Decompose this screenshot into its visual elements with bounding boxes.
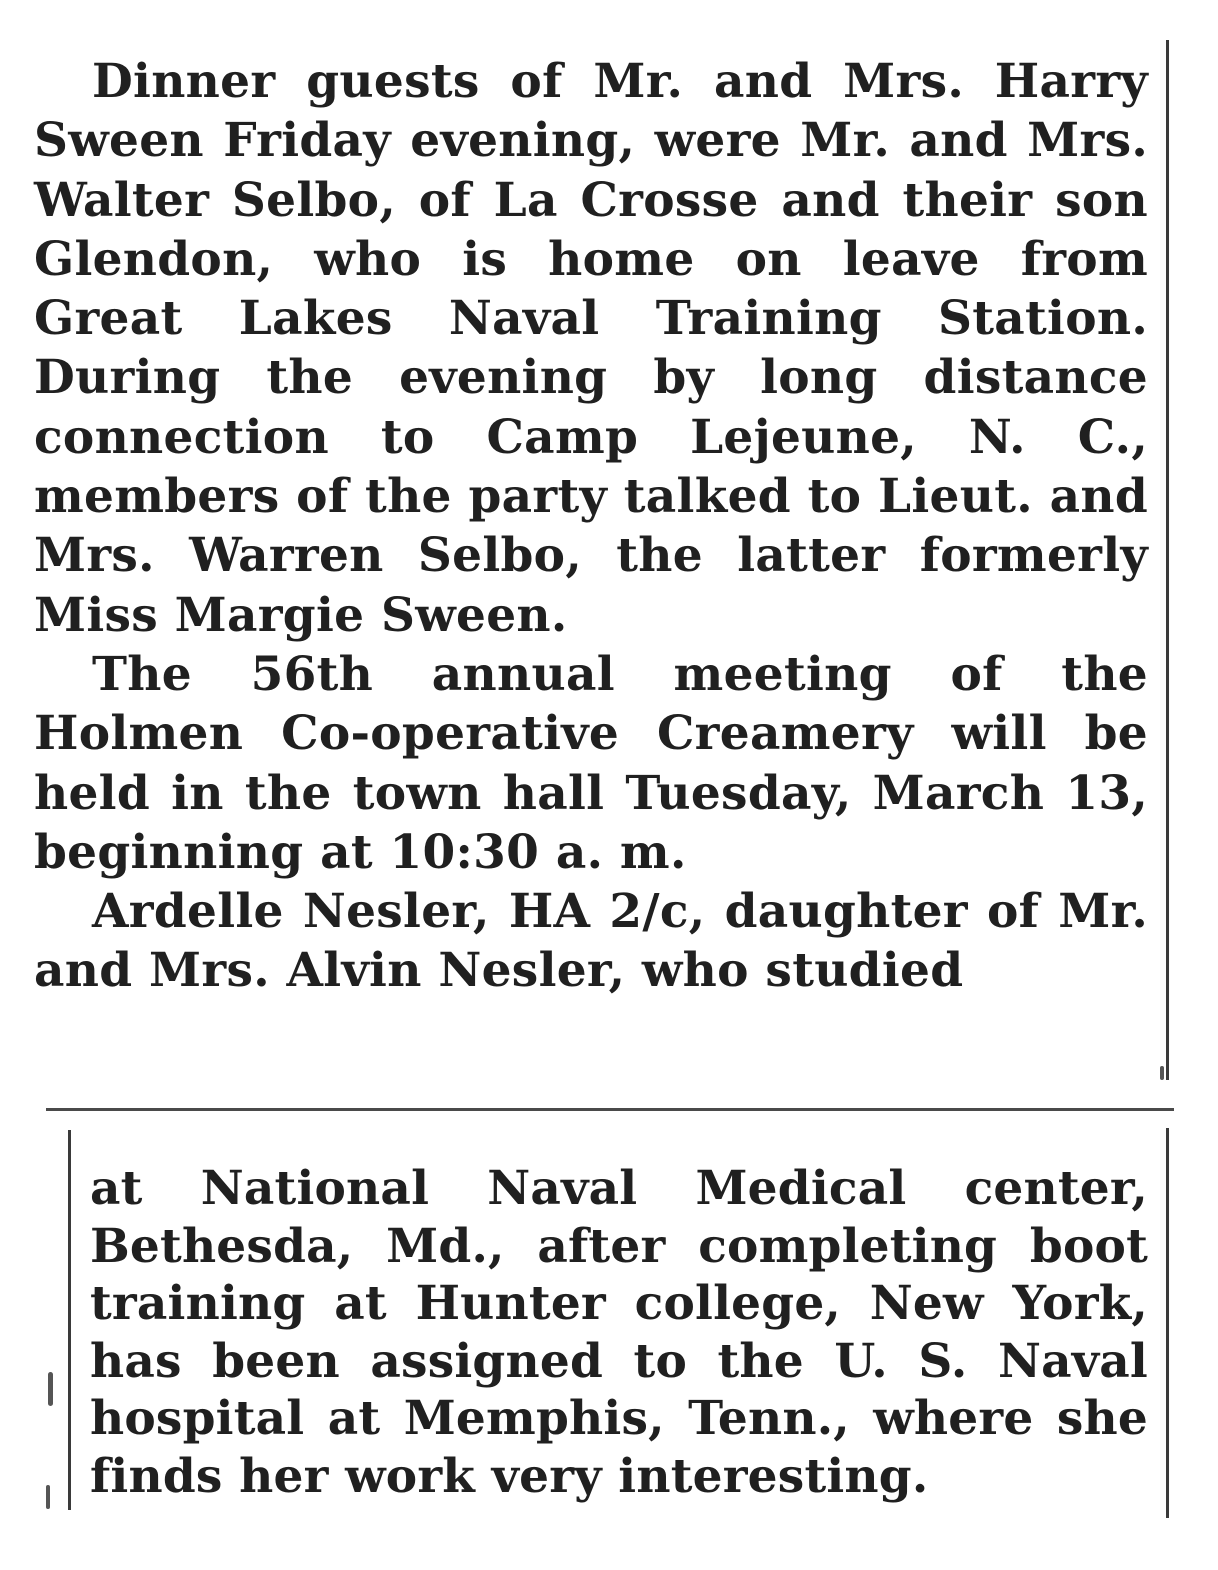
paragraph-nesler-continued: at National Naval Medical center, Bethesda, Md., after completing boot training at Hunter college, New York, has been assigned to the U. S. Naval hospital at Memphis, Tenn., where she finds her work very interesting. — [90, 1161, 1148, 1504]
ink-speck — [46, 1485, 50, 1509]
ink-speck — [1160, 1066, 1164, 1080]
cropped-text-remnant — [40, 30, 1040, 44]
section-divider — [46, 1108, 1174, 1111]
column-rule — [1166, 1128, 1169, 1518]
lower-column — [90, 1160, 1148, 1505]
paragraph-nesler-start: Ardelle Nesler, HA 2/c, daughter of Mr. and Mrs. Alvin Nesler, who studied — [34, 884, 1148, 999]
ink-speck — [48, 1372, 53, 1406]
upper-column — [34, 52, 1148, 1001]
paragraph-creamery-meeting: The 56th annual meeting of the Holmen Co-operative Creamery will be held in the town hall Tuesday, March 13, beginning at 10:30 a. m. — [34, 646, 1148, 880]
column-rule — [1166, 40, 1169, 1080]
column-rule — [68, 1130, 71, 1510]
paragraph-dinner-guests: Dinner guests of Mr. and Mrs. Harry Sween Friday evening, were Mr. and Mrs. Walter Selbo, of La Crosse and their son Glendon, who is home on leave from Great Lakes Naval Training Station. During the evening by long distance connection to Camp Lejeune, N. C., members of the party talked to Lieut. and Mrs. Warren Selbo, the latter formerly Miss Margie Sween. — [34, 54, 1148, 643]
